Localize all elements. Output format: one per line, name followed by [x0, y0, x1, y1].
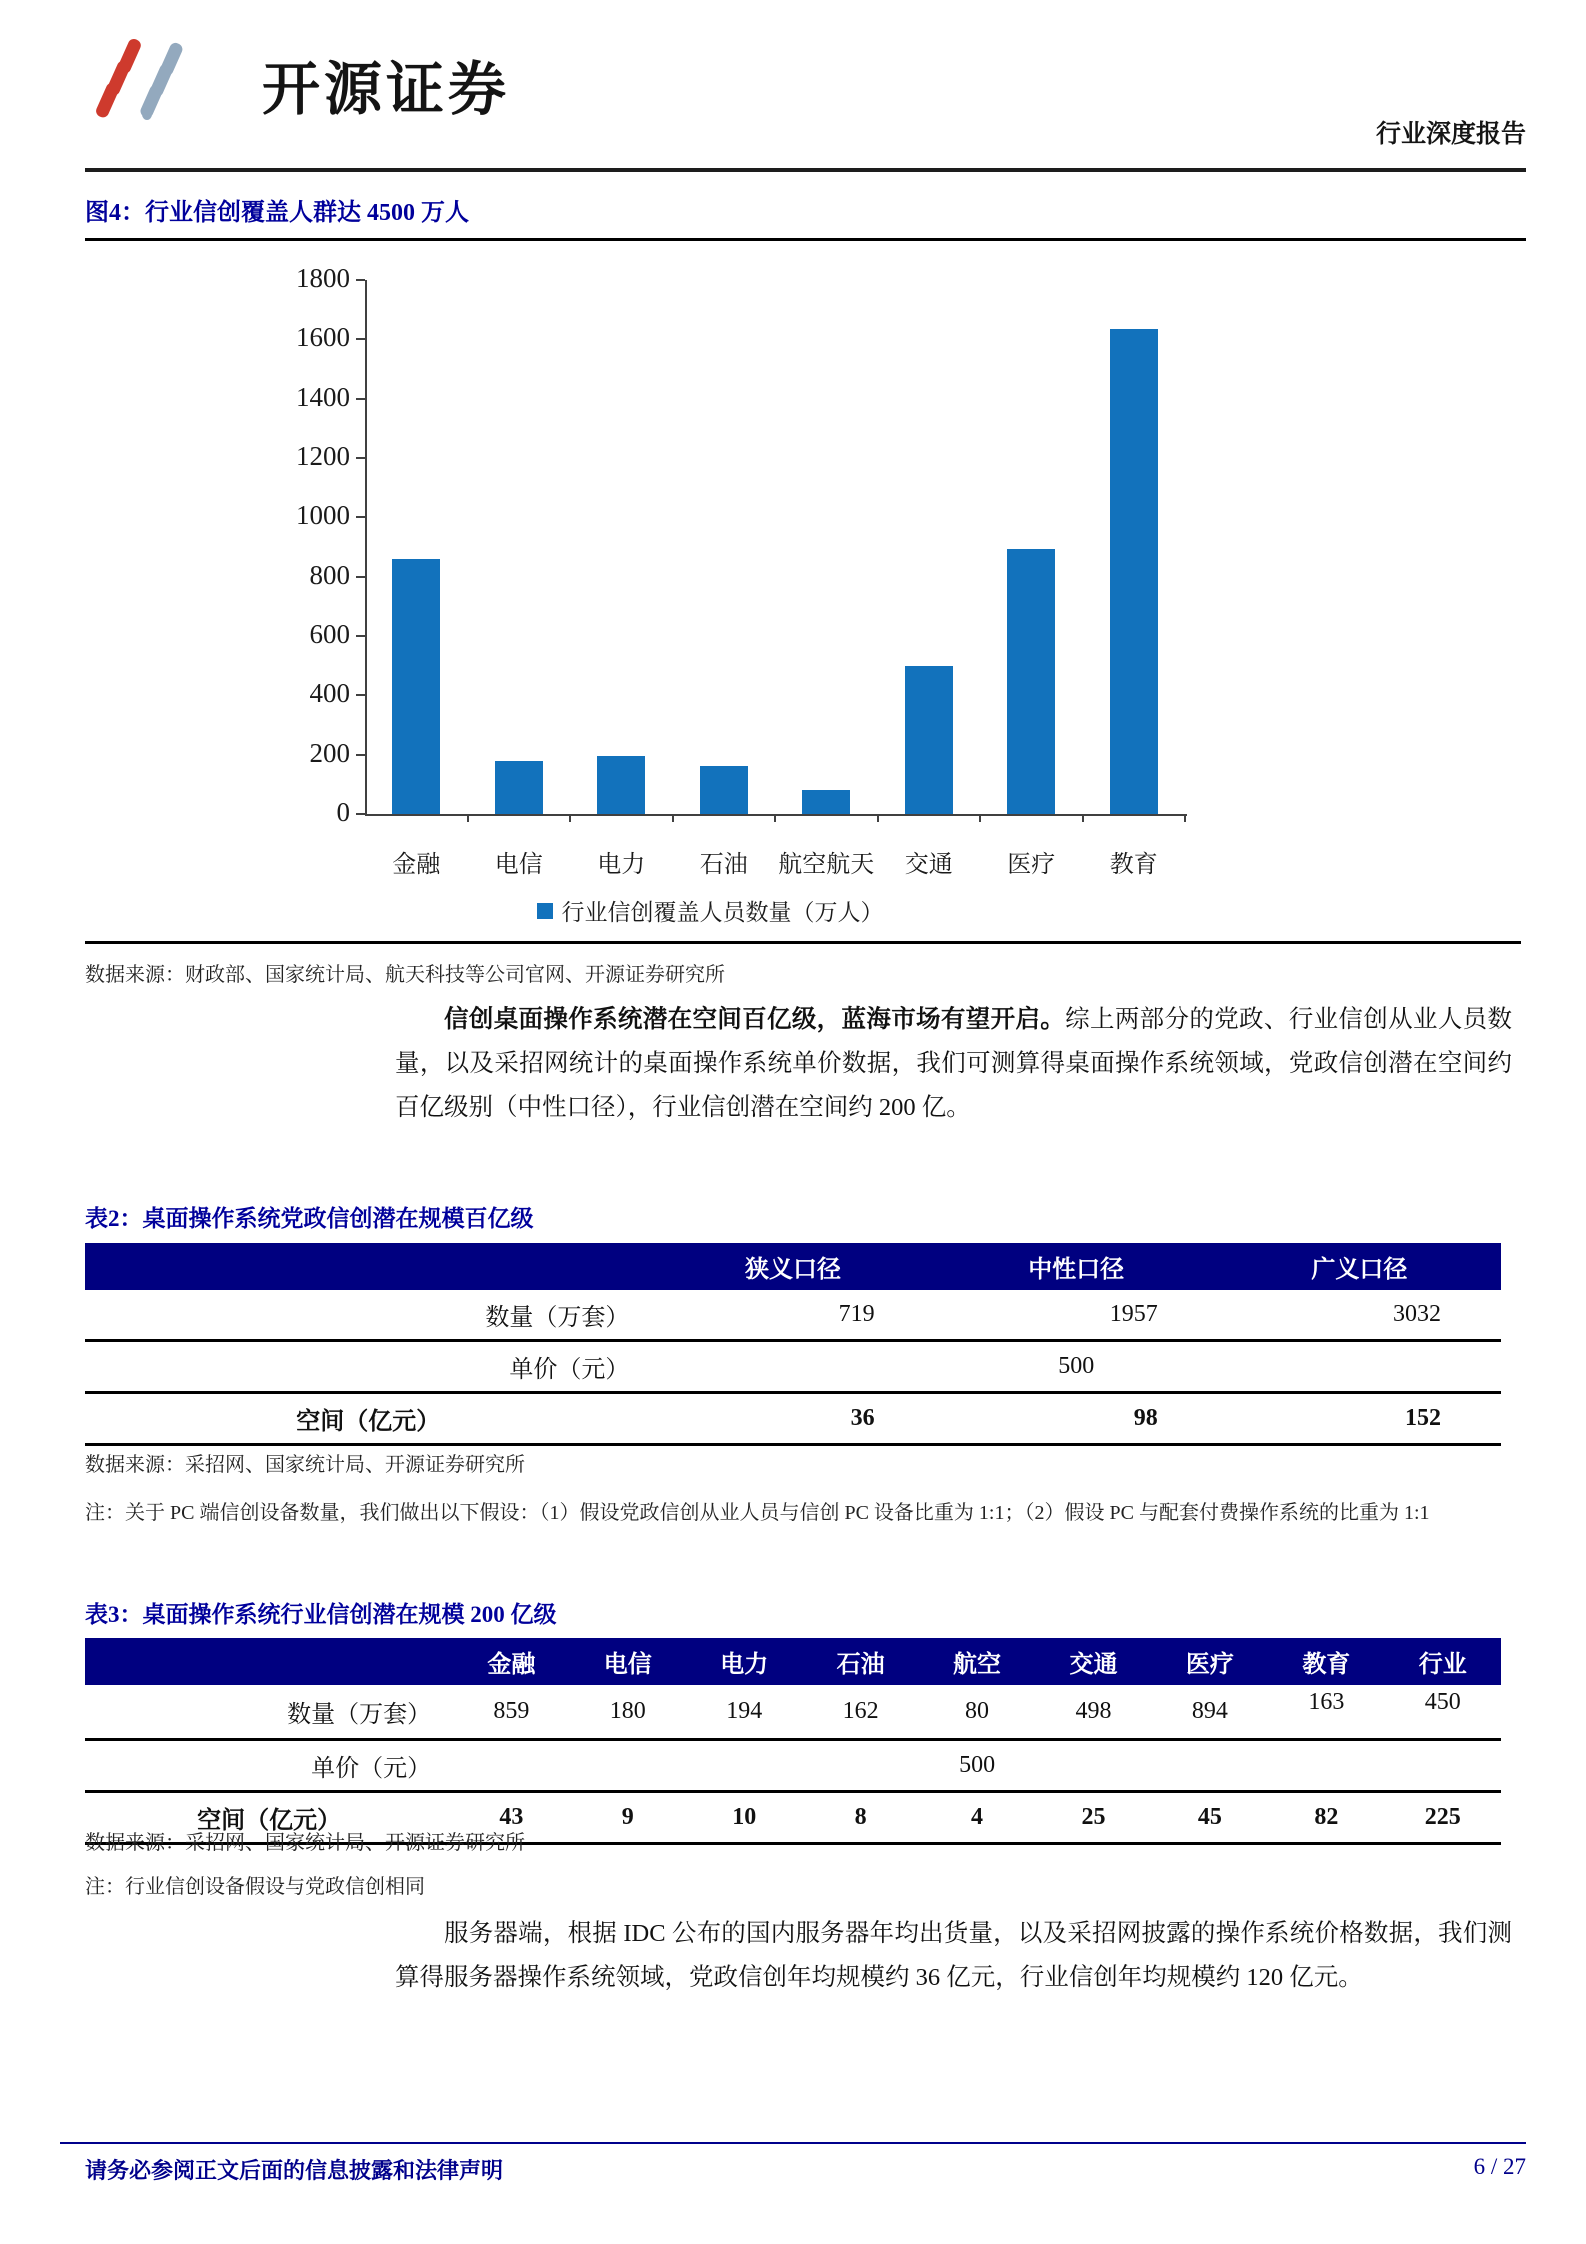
y-tick-mark — [356, 576, 365, 578]
y-tick-label: 800 — [309, 559, 350, 590]
chart-bar-3 — [597, 756, 645, 814]
chart-bar-4 — [700, 766, 748, 814]
body-paragraph-2: 服务器端，根据 IDC 公布的国内服务器年均出货量，以及采招网披露的操作系统价格数据，我们测算得服务器操作系统领域，党政信创年均规模约 36 亿元，行业信创年均规模约 120 亿元。 — [395, 1920, 1512, 1991]
table2-row — [85, 1393, 1501, 1445]
y-tick-label: 600 — [309, 619, 350, 649]
table2-header-cell: 狭义口径 — [651, 1243, 934, 1290]
table3-value-cell: 8 — [802, 1792, 918, 1844]
chart-category-label: 石油 — [699, 852, 748, 878]
paragraph-1-rest: 综上两部分的党政、行业信创从业人员数量，以及采招网统计的桌面操作系统单价数据，我们可测算得桌面操作系统领域，党政信创潜在空间约百亿级别（中性口径），行业信创潜在空间约 200 亿。 — [395, 1006, 1513, 1121]
footer-page-number: 6 / 27 — [1473, 2154, 1526, 2179]
table2 — [85, 1243, 1501, 1446]
legend-label: 行业信创覆盖人员数量（万人） — [561, 900, 884, 925]
table3-source: 数据来源：采招网、国家统计局、开源证券研究所 — [85, 1832, 525, 1854]
figure-title: 图4：行业信创覆盖人群达 4500 万人 — [85, 200, 469, 226]
table2-note: 注：关于 PC 端信创设备数量，我们做出以下假设：（1）假设党政信创从业人员与信创 PC 设备比重为 1:1；（2）假设 PC 与配套付费操作系统的比重为 1:1 — [85, 1502, 1430, 1524]
table3-value-cell: 163 — [1268, 1685, 1384, 1740]
y-tick-label: 1200 — [296, 441, 350, 471]
y-tick-mark — [356, 398, 365, 400]
table2-value-cell: 36 — [651, 1393, 934, 1445]
table3-header-cell: 教育 — [1268, 1638, 1384, 1685]
y-tick-mark — [356, 635, 365, 637]
paragraph-1-lead: 信创桌面操作系统潜在空间百亿级，蓝海市场有望开启。 — [444, 1006, 1066, 1033]
table3-value-cell: 4 — [919, 1792, 1035, 1844]
chart-legend — [230, 894, 1190, 927]
figure-title-divider — [85, 238, 1526, 241]
chart-bar-5 — [802, 790, 850, 814]
table3 — [85, 1638, 1501, 1845]
y-tick-mark — [356, 813, 365, 815]
table2-header-cell: 中性口径 — [935, 1243, 1218, 1290]
table2-value-cell: 719 — [651, 1290, 934, 1341]
chart-category-label: 电力 — [597, 852, 646, 878]
table2-title: 表2：桌面操作系统党政信创潜在规模百亿级 — [85, 1206, 534, 1231]
chart-category-label: 航空航天 — [778, 852, 875, 878]
table3-note: 注：行业信创设备假设与党政信创相同 — [85, 1876, 425, 1898]
table2-value-cell: 3032 — [1218, 1290, 1501, 1341]
table3-row-label: 单价（元） — [85, 1740, 453, 1792]
y-tick-mark — [356, 754, 365, 756]
y-tick-label: 1400 — [296, 381, 350, 412]
x-tick-mark — [467, 814, 469, 822]
table2-row — [85, 1290, 1501, 1341]
table3-header-cell — [85, 1638, 453, 1685]
table3-value-cell: 162 — [802, 1685, 918, 1740]
table3-value-cell: 859 — [453, 1685, 569, 1740]
table3-value-cell: 82 — [1268, 1792, 1384, 1844]
table2-value-cell: 1957 — [935, 1290, 1218, 1341]
table3-row — [85, 1685, 1501, 1740]
chart-bar-8 — [1110, 329, 1158, 814]
table3-span-value: 500 — [453, 1740, 1501, 1792]
x-tick-mark — [1082, 814, 1084, 822]
table3-value-cell: 25 — [1035, 1792, 1151, 1844]
chart-category-label: 医疗 — [1007, 852, 1056, 878]
table3-header-cell: 行业 — [1385, 1638, 1501, 1685]
table3-header-cell: 电信 — [570, 1638, 686, 1685]
y-tick-label: 1800 — [296, 263, 350, 293]
bar-chart — [230, 248, 1190, 948]
chart-category-label: 交通 — [904, 852, 953, 878]
table2-header-cell — [85, 1243, 651, 1290]
chart-category-label: 电信 — [494, 852, 543, 878]
table2-span-value: 500 — [651, 1341, 1501, 1393]
report-type-label: 行业深度报告 — [1375, 121, 1526, 148]
y-tick-label: 1600 — [296, 322, 350, 353]
figure-source: 数据来源：财政部、国家统计局、航天科技等公司官网、开源证券研究所 — [85, 964, 725, 986]
chart-category-label: 金融 — [392, 852, 441, 878]
x-tick-mark — [877, 814, 879, 822]
table2-header-cell: 广义口径 — [1218, 1243, 1501, 1290]
y-tick-mark — [356, 457, 365, 459]
table3-value-cell: 450 — [1385, 1685, 1501, 1740]
table3-value-cell: 225 — [1385, 1792, 1501, 1844]
table3-value-cell: 43 — [453, 1792, 569, 1844]
table3-value-cell: 80 — [919, 1685, 1035, 1740]
y-tick-mark — [356, 279, 365, 281]
table2-row-label: 空间（亿元） — [85, 1393, 651, 1445]
body-paragraph-1 — [395, 998, 1512, 1130]
brand-logo-icon — [85, 38, 245, 118]
legend-swatch-icon — [537, 903, 553, 919]
y-tick-mark — [356, 694, 365, 696]
table3-value-cell: 9 — [570, 1792, 686, 1844]
table3-row-label: 空间（亿元） — [85, 1792, 453, 1844]
table3-header-cell: 电力 — [686, 1638, 802, 1685]
table3-value-cell: 894 — [1152, 1685, 1268, 1740]
brand-name: 开源证券 — [262, 57, 511, 122]
table3-value-cell: 10 — [686, 1792, 802, 1844]
y-tick-label: 0 — [336, 797, 350, 827]
y-tick-label: 400 — [309, 678, 350, 709]
table2-value-cell: 98 — [935, 1393, 1218, 1445]
footer-disclaimer: 请务必参阅正文后面的信息披露和法律声明 — [85, 2158, 504, 2183]
x-tick-mark — [569, 814, 571, 822]
table2-row-label: 数量（万套） — [85, 1290, 651, 1341]
table3-header-cell: 医疗 — [1152, 1638, 1268, 1685]
x-tick-mark — [774, 814, 776, 822]
table3-row-label: 数量（万套） — [85, 1685, 453, 1740]
table3-value-cell: 194 — [686, 1685, 802, 1740]
chart-bar-7 — [1007, 549, 1055, 814]
chart-category-label: 教育 — [1109, 852, 1158, 878]
table2-value-cell: 152 — [1218, 1393, 1501, 1445]
table3-value-cell: 498 — [1035, 1685, 1151, 1740]
table2-row-label: 单价（元） — [85, 1341, 651, 1393]
figure-bottom-divider — [85, 941, 1521, 944]
table3-value-cell: 45 — [1152, 1792, 1268, 1844]
table3-title: 表3：桌面操作系统行业信创潜在规模 200 亿级 — [85, 1602, 557, 1627]
header-divider — [85, 168, 1526, 172]
y-tick-label: 1000 — [296, 500, 350, 531]
x-tick-mark — [672, 814, 674, 822]
x-tick-mark — [979, 814, 981, 822]
y-tick-mark — [356, 516, 365, 518]
footer-divider — [60, 2142, 1526, 2144]
y-tick-label: 200 — [309, 737, 350, 768]
table3-value-cell: 180 — [570, 1685, 686, 1740]
table3-header-cell: 石油 — [802, 1638, 918, 1685]
table3-header-cell: 航空 — [919, 1638, 1035, 1685]
chart-bar-6 — [905, 666, 953, 814]
chart-bar-2 — [495, 761, 543, 814]
table3-header-cell: 交通 — [1035, 1638, 1151, 1685]
table2-source: 数据来源：采招网、国家统计局、开源证券研究所 — [85, 1454, 525, 1476]
chart-plot-area — [365, 280, 1187, 816]
table3-header-row — [85, 1638, 1501, 1685]
y-tick-mark — [356, 338, 365, 340]
x-tick-mark — [1184, 814, 1186, 822]
table2-header-row — [85, 1243, 1501, 1290]
table3-row — [85, 1740, 1501, 1792]
table3-header-cell: 金融 — [453, 1638, 569, 1685]
chart-bar-1 — [392, 559, 440, 814]
table2-row — [85, 1341, 1501, 1393]
